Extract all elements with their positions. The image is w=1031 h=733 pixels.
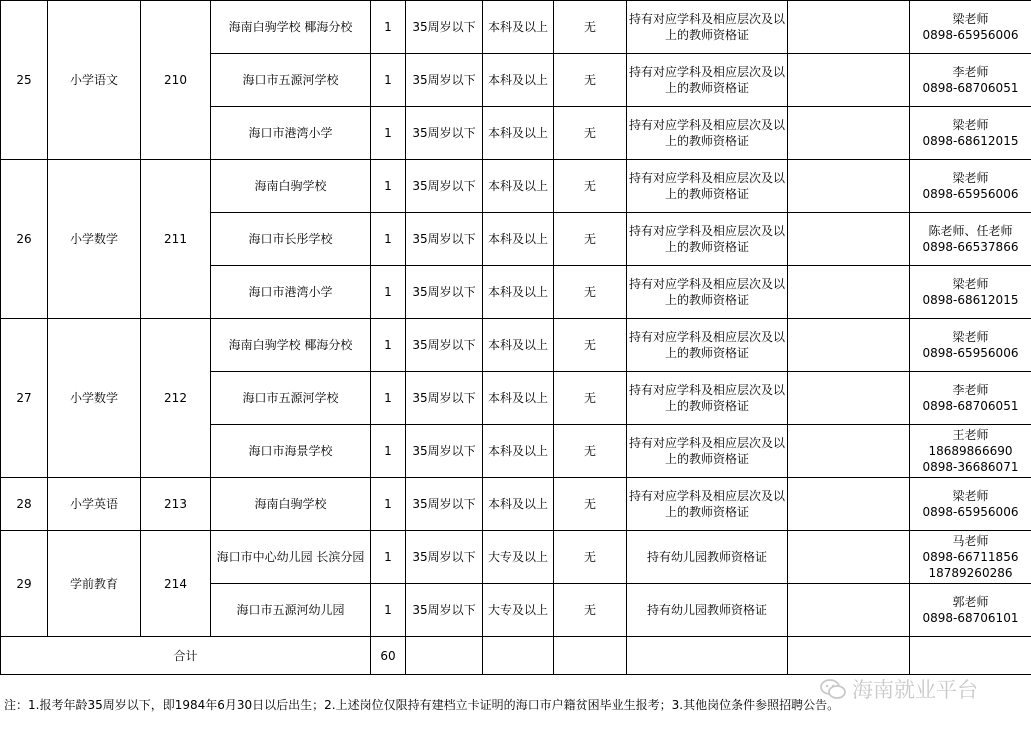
other-requirement: 无 [554, 1, 627, 54]
contact-line: 梁老师 [952, 277, 989, 291]
age-requirement: 35周岁以下 [406, 584, 483, 637]
education-requirement: 本科及以上 [483, 372, 554, 425]
other-requirement: 无 [554, 478, 627, 531]
contact-cell [910, 372, 1031, 425]
contact-line: 0898-66537866 [922, 240, 1019, 254]
watermark [820, 674, 978, 704]
remark-cell [788, 478, 910, 531]
education-requirement: 本科及以上 [483, 1, 554, 54]
contact-line: 梁老师 [952, 12, 989, 26]
post-number: 29 [1, 531, 48, 637]
hire-count: 1 [371, 107, 406, 160]
contact-line: 0898-68706101 [922, 611, 1019, 625]
other-requirement: 无 [554, 160, 627, 213]
school-name: 海口市五源河幼儿园 [211, 584, 371, 637]
post-code: 211 [141, 160, 211, 319]
contact-cell [910, 266, 1031, 319]
certificate-requirement: 持有对应学科及相应层次及以上的教师资格证 [627, 213, 788, 266]
contact-line: 梁老师 [952, 330, 989, 344]
remark-cell [788, 266, 910, 319]
certificate-requirement: 持有对应学科及相应层次及以上的教师资格证 [627, 107, 788, 160]
contact-line: 梁老师 [952, 118, 989, 132]
age-requirement: 35周岁以下 [406, 372, 483, 425]
total-row [1, 637, 1031, 675]
total-count: 60 [371, 637, 406, 675]
contact-line: 0898-68612015 [922, 134, 1019, 148]
remark-cell [788, 213, 910, 266]
post-code: 212 [141, 319, 211, 478]
certificate-requirement: 持有幼儿园教师资格证 [627, 531, 788, 584]
contact-line: 0898-68706051 [922, 81, 1019, 95]
empty-cell [788, 637, 910, 675]
table-row [1, 160, 1031, 213]
empty-cell [910, 637, 1031, 675]
education-requirement: 本科及以上 [483, 478, 554, 531]
contact-line: 0898-65956006 [922, 505, 1019, 519]
post-number: 28 [1, 478, 48, 531]
contact-line: 陈老师、任老师 [928, 224, 1013, 238]
empty-cell [483, 637, 554, 675]
empty-cell [406, 637, 483, 675]
contact-line: 18689866690 [928, 444, 1013, 458]
other-requirement: 无 [554, 531, 627, 584]
remark-cell [788, 160, 910, 213]
hire-count: 1 [371, 54, 406, 107]
contact-line: 0898-68612015 [922, 293, 1019, 307]
contact-line: 0898-65956006 [922, 28, 1019, 42]
footnote: 注：1.报考年龄35周岁以下，即1984年6月30日以后出生；2.上述岗位仅限持有建档立卡证明的海口市户籍贫困毕业生报考；3.其他岗位条件参照招聘公告。 [4, 698, 840, 712]
certificate-requirement: 持有对应学科及相应层次及以上的教师资格证 [627, 160, 788, 213]
remark-cell [788, 1, 910, 54]
post-subject: 小学数学 [48, 319, 141, 478]
post-subject: 学前教育 [48, 531, 141, 637]
post-number: 25 [1, 1, 48, 160]
contact-line: 王老师 [952, 428, 989, 442]
school-name: 海南白驹学校 [211, 160, 371, 213]
other-requirement: 无 [554, 584, 627, 637]
age-requirement: 35周岁以下 [406, 54, 483, 107]
hire-count: 1 [371, 425, 406, 478]
other-requirement: 无 [554, 319, 627, 372]
school-name: 海口市港湾小学 [211, 107, 371, 160]
education-requirement: 大专及以上 [483, 584, 554, 637]
contact-line: 郭老师 [952, 595, 989, 609]
contact-line: 0898-68706051 [922, 399, 1019, 413]
remark-cell [788, 107, 910, 160]
certificate-requirement: 持有对应学科及相应层次及以上的教师资格证 [627, 54, 788, 107]
total-label: 合计 [1, 637, 371, 675]
hire-count: 1 [371, 531, 406, 584]
age-requirement: 35周岁以下 [406, 531, 483, 584]
education-requirement: 本科及以上 [483, 319, 554, 372]
age-requirement: 35周岁以下 [406, 425, 483, 478]
watermark-text: 海南就业平台 [852, 678, 978, 702]
school-name: 海南白驹学校 [211, 478, 371, 531]
table-row [1, 478, 1031, 531]
remark-cell [788, 319, 910, 372]
contact-cell [910, 1, 1031, 54]
contact-line: 马老师 [952, 534, 989, 548]
education-requirement: 本科及以上 [483, 213, 554, 266]
contact-cell [910, 54, 1031, 107]
contact-line: 梁老师 [952, 489, 989, 503]
age-requirement: 35周岁以下 [406, 213, 483, 266]
education-requirement: 本科及以上 [483, 54, 554, 107]
hire-count: 1 [371, 584, 406, 637]
hire-count: 1 [371, 372, 406, 425]
school-name: 海口市港湾小学 [211, 266, 371, 319]
contact-line: 李老师 [952, 65, 989, 79]
other-requirement: 无 [554, 213, 627, 266]
contact-cell [910, 107, 1031, 160]
post-code: 213 [141, 478, 211, 531]
contact-line: 0898-36686071 [922, 460, 1019, 474]
post-code: 214 [141, 531, 211, 637]
empty-cell [554, 637, 627, 675]
school-name: 海南白驹学校 椰海分校 [211, 319, 371, 372]
school-name: 海口市长彤学校 [211, 213, 371, 266]
certificate-requirement: 持有对应学科及相应层次及以上的教师资格证 [627, 425, 788, 478]
hire-count: 1 [371, 213, 406, 266]
contact-cell [910, 584, 1031, 637]
other-requirement: 无 [554, 54, 627, 107]
table-row [1, 1, 1031, 54]
school-name: 海口市五源河学校 [211, 372, 371, 425]
certificate-requirement: 持有对应学科及相应层次及以上的教师资格证 [627, 372, 788, 425]
contact-cell [910, 425, 1031, 478]
contact-cell [910, 531, 1031, 584]
post-subject: 小学英语 [48, 478, 141, 531]
contact-cell [910, 160, 1031, 213]
remark-cell [788, 425, 910, 478]
contact-cell [910, 478, 1031, 531]
post-subject: 小学数学 [48, 160, 141, 319]
certificate-requirement: 持有对应学科及相应层次及以上的教师资格证 [627, 266, 788, 319]
education-requirement: 大专及以上 [483, 531, 554, 584]
hire-count: 1 [371, 478, 406, 531]
age-requirement: 35周岁以下 [406, 266, 483, 319]
age-requirement: 35周岁以下 [406, 107, 483, 160]
empty-cell [627, 637, 788, 675]
education-requirement: 本科及以上 [483, 266, 554, 319]
remark-cell [788, 54, 910, 107]
certificate-requirement: 持有对应学科及相应层次及以上的教师资格证 [627, 319, 788, 372]
other-requirement: 无 [554, 425, 627, 478]
age-requirement: 35周岁以下 [406, 478, 483, 531]
remark-cell [788, 584, 910, 637]
age-requirement: 35周岁以下 [406, 1, 483, 54]
certificate-requirement: 持有对应学科及相应层次及以上的教师资格证 [627, 1, 788, 54]
contact-line: 18789260286 [928, 566, 1013, 580]
post-number: 26 [1, 160, 48, 319]
age-requirement: 35周岁以下 [406, 160, 483, 213]
hire-count: 1 [371, 319, 406, 372]
remark-cell [788, 531, 910, 584]
wechat-icon [820, 678, 846, 700]
school-name: 海南白驹学校 椰海分校 [211, 1, 371, 54]
other-requirement: 无 [554, 266, 627, 319]
contact-line: 0898-65956006 [922, 346, 1019, 360]
contact-cell [910, 319, 1031, 372]
certificate-requirement: 持有对应学科及相应层次及以上的教师资格证 [627, 478, 788, 531]
hire-count: 1 [371, 160, 406, 213]
education-requirement: 本科及以上 [483, 425, 554, 478]
post-subject: 小学语文 [48, 1, 141, 160]
contact-line: 0898-66711856 [922, 550, 1019, 564]
contact-cell [910, 213, 1031, 266]
certificate-requirement: 持有幼儿园教师资格证 [627, 584, 788, 637]
other-requirement: 无 [554, 107, 627, 160]
other-requirement: 无 [554, 372, 627, 425]
hire-count: 1 [371, 1, 406, 54]
age-requirement: 35周岁以下 [406, 319, 483, 372]
contact-line: 梁老师 [952, 171, 989, 185]
contact-line: 李老师 [952, 383, 989, 397]
table-row [1, 319, 1031, 372]
school-name: 海口市中心幼儿园 长滨分园 [211, 531, 371, 584]
table-row [1, 531, 1031, 584]
school-name: 海口市五源河学校 [211, 54, 371, 107]
education-requirement: 本科及以上 [483, 107, 554, 160]
remark-cell [788, 372, 910, 425]
post-number: 27 [1, 319, 48, 478]
contact-line: 0898-65956006 [922, 187, 1019, 201]
education-requirement: 本科及以上 [483, 160, 554, 213]
school-name: 海口市海景学校 [211, 425, 371, 478]
hire-count: 1 [371, 266, 406, 319]
post-code: 210 [141, 1, 211, 160]
